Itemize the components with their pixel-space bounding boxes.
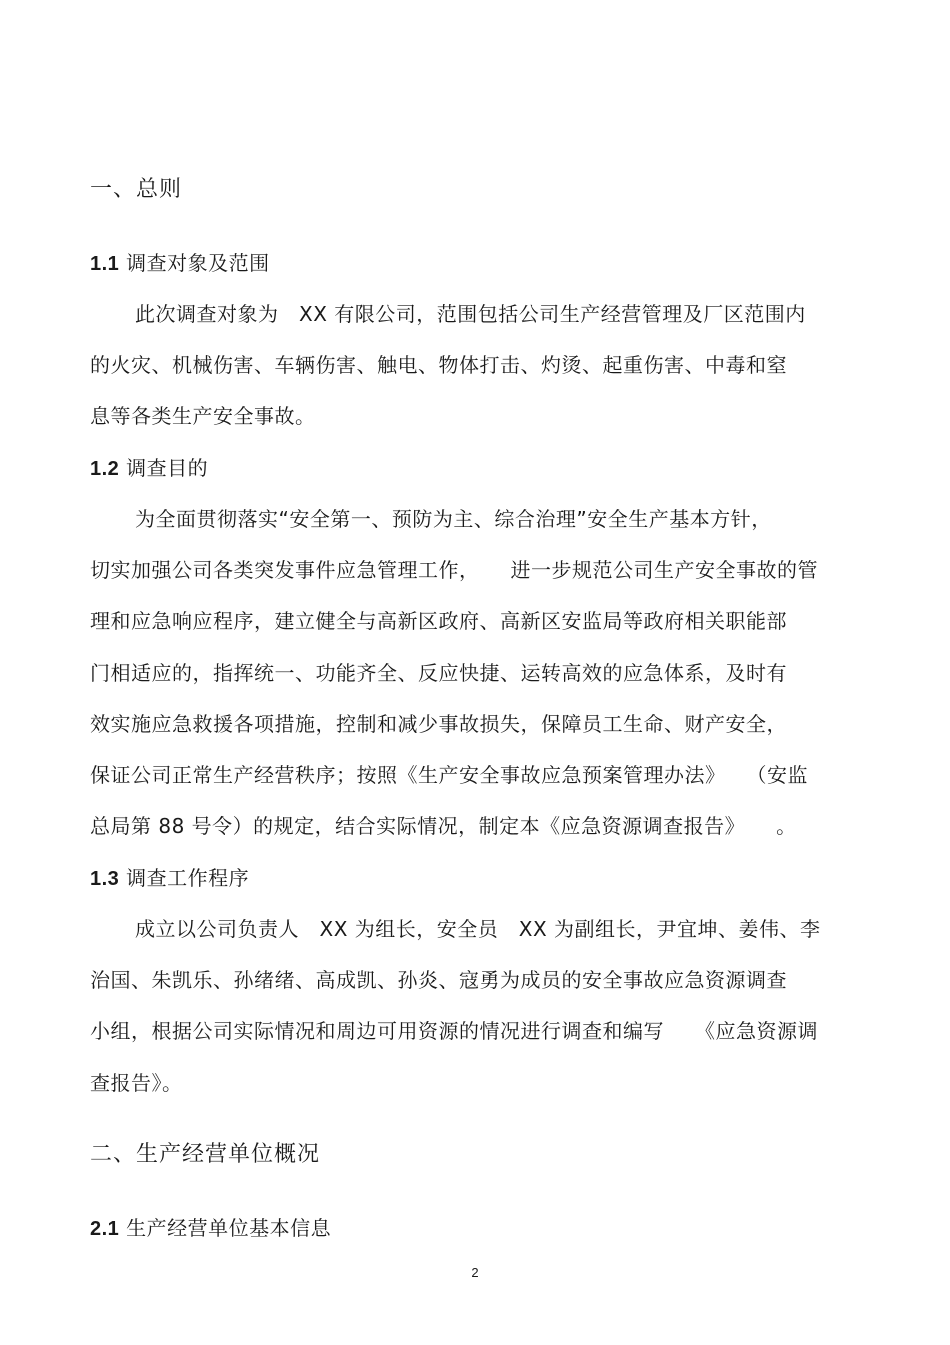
subsection-heading xyxy=(90,455,208,482)
paragraph-line: 成立以公司负责人 XX 为组长，安全员 XX 为副组长，尹宜坤、姜伟、李 xyxy=(135,917,821,941)
subsection-number: 1.3 xyxy=(90,868,120,890)
subsection-number: 1.2 xyxy=(90,458,120,480)
paragraph-line: 小组，根据公司实际情况和周边可用资源的情况进行调查和编写 《应急资源调 xyxy=(90,1019,818,1043)
subsection-number: 2.1 xyxy=(90,1218,120,1240)
paragraph-line: 切实加强公司各类突发事件应急管理工作， 进一步规范公司生产安全事故的管 xyxy=(90,558,818,582)
paragraph-line: 保证公司正常生产经营秩序；按照《生产安全事故应急预案管理办法》 （安监 xyxy=(90,763,808,787)
subsection-number: 1.1 xyxy=(90,253,120,275)
subsection-heading xyxy=(90,1215,331,1242)
paragraph-line: 此次调查对象为 XX 有限公司，范围包括公司生产经营管理及厂区范围内 xyxy=(135,302,806,326)
subsection-title: 调查目的 xyxy=(126,456,209,480)
paragraph-line: 的火灾、机械伤害、车辆伤害、触电、物体打击、灼烫、起重伤害、中毒和窒 xyxy=(90,353,787,377)
paragraph-line: 门相适应的，指挥统一、功能齐全、反应快捷、运转高效的应急体系，及时有 xyxy=(90,661,787,685)
subsection-title: 生产经营单位基本信息 xyxy=(126,1216,332,1240)
subsection-heading xyxy=(90,865,249,892)
paragraph-line: 息等各类生产安全事故。 xyxy=(90,404,316,428)
subsection-heading xyxy=(90,250,270,277)
subsection-title: 调查工作程序 xyxy=(126,866,250,890)
paragraph-line: 查报告》。 xyxy=(90,1071,183,1095)
page-number: 2 xyxy=(471,1265,479,1280)
paragraph-line: 总局第 88 号令）的规定，结合实际情况，制定本《应急资源调查报告》 。 xyxy=(90,814,797,838)
paragraph-line: 为全面贯彻落实“安全第一、预防为主、综合治理”安全生产基本方针， xyxy=(135,507,772,531)
subsection-title: 调查对象及范围 xyxy=(126,251,270,275)
section-heading: 二、生产经营单位概况 xyxy=(90,1142,321,1167)
paragraph-line: 理和应急响应程序，建立健全与高新区政府、高新区安监局等政府相关职能部 xyxy=(90,609,787,633)
section-heading: 一、总则 xyxy=(90,177,183,202)
paragraph-line: 效实施应急救援各项措施，控制和减少事故损失，保障员工生命、财产安全， xyxy=(90,712,787,736)
paragraph-line: 治国、朱凯乐、孙绪绪、高成凯、孙炎、寇勇为成员的安全事故应急资源调查 xyxy=(90,968,787,992)
